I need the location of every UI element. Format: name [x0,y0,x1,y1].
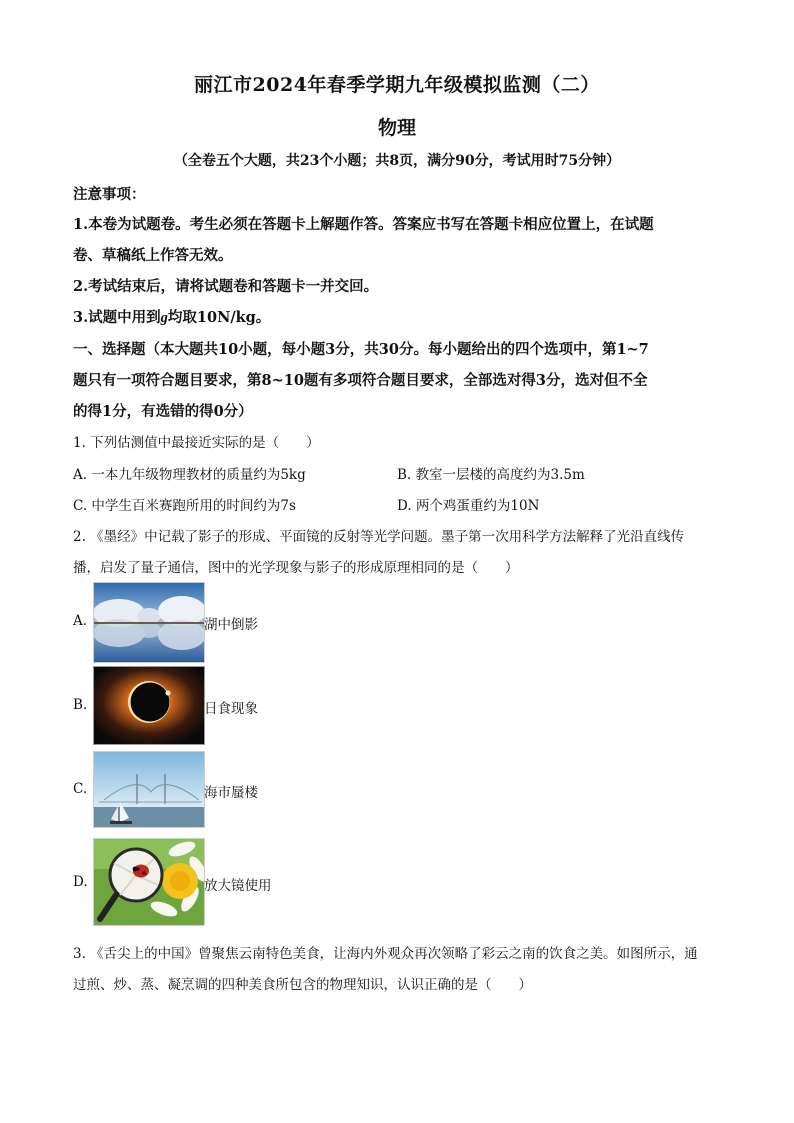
question-2-line-2: 播，启发了量子通信，图中的光学现象与影子的形成原理相同的是（ ） [73,560,519,576]
note-item-3 [73,306,270,327]
question-2-option-d-letter: D. [73,874,88,890]
section-1-line-2: 题只有一项符合题目要求，第8~10题有多项符合题目要求，全部选对得3分，选对但不全 [73,372,648,389]
question-2-option-a-caption: 湖中倒影 [204,617,258,633]
question-1-option-a: A. 一本九年级物理教材的质量约为5kg [73,467,306,483]
mirage-image [93,751,205,828]
lake-reflection-image [93,582,205,663]
section-1-line-3: 的得1分，有选错的得0分） [73,403,253,420]
section-1-line-1: 一、选择题（本大题共10小题，每小题3分，共30分。每小题给出的四个选项中，第1~7 [73,341,649,358]
question-1-option-d: D. 两个鸡蛋重约为10N [397,498,540,514]
question-2-line-1: 2. 《墨经》中记载了影子的形成、平面镜的反射等光学问题。墨子第一次用科学方法解释了光沿直线传 [73,529,685,545]
subject-title: 物理 [377,117,416,139]
gravity-symbol: g [160,310,168,326]
question-3-line-1: 3. 《舌尖上的中国》曾聚焦云南特色美食，让海内外观众再次领略了彩云之南的饮食之美。如图所示，通 [73,946,698,962]
magnifier-image [93,838,205,926]
question-2-option-c-letter: C. [73,781,88,797]
solar-eclipse-image [93,666,205,745]
note-item-3-suffix: 均取10N/kg。 [167,309,271,326]
question-1-option-b: B. 教室一层楼的高度约为3.5m [397,467,585,483]
question-2-option-a-letter: A. [73,613,88,629]
question-2-option-b-letter: B. [73,697,88,713]
question-1-stem: 1. 下列估测值中最接近实际的是（ ） [73,435,320,451]
page-title: 丽江市2024年春季学期九年级模拟监测（二） [194,74,600,96]
note-item-2: 2.考试结束后，请将试题卷和答题卡一并交回。 [73,278,379,295]
question-2-option-d-caption: 放大镜使用 [204,878,272,894]
exam-info: （全卷五个大题，共23个小题；共8页，满分90分，考试用时75分钟） [173,153,621,169]
question-2-option-c-caption: 海市蜃楼 [204,785,258,801]
question-1-option-c: C. 中学生百米赛跑所用的时间约为7s [73,498,296,514]
note-item-1-line-1: 1.本卷为试题卷。考生必须在答题卡上解题作答。答案应书写在答题卡相应位置上，在试题 [73,216,654,233]
question-2-option-b-caption: 日食现象 [204,701,258,717]
note-item-1-line-2: 卷、草稿纸上作答无效。 [73,247,233,264]
note-item-3-prefix: 3.试题中用到 [73,309,161,326]
question-3-line-2: 过煎、炒、蒸、凝烹调的四种美食所包含的物理知识，认识正确的是（ ） [73,977,532,993]
notes-heading: 注意事项： [73,186,146,203]
